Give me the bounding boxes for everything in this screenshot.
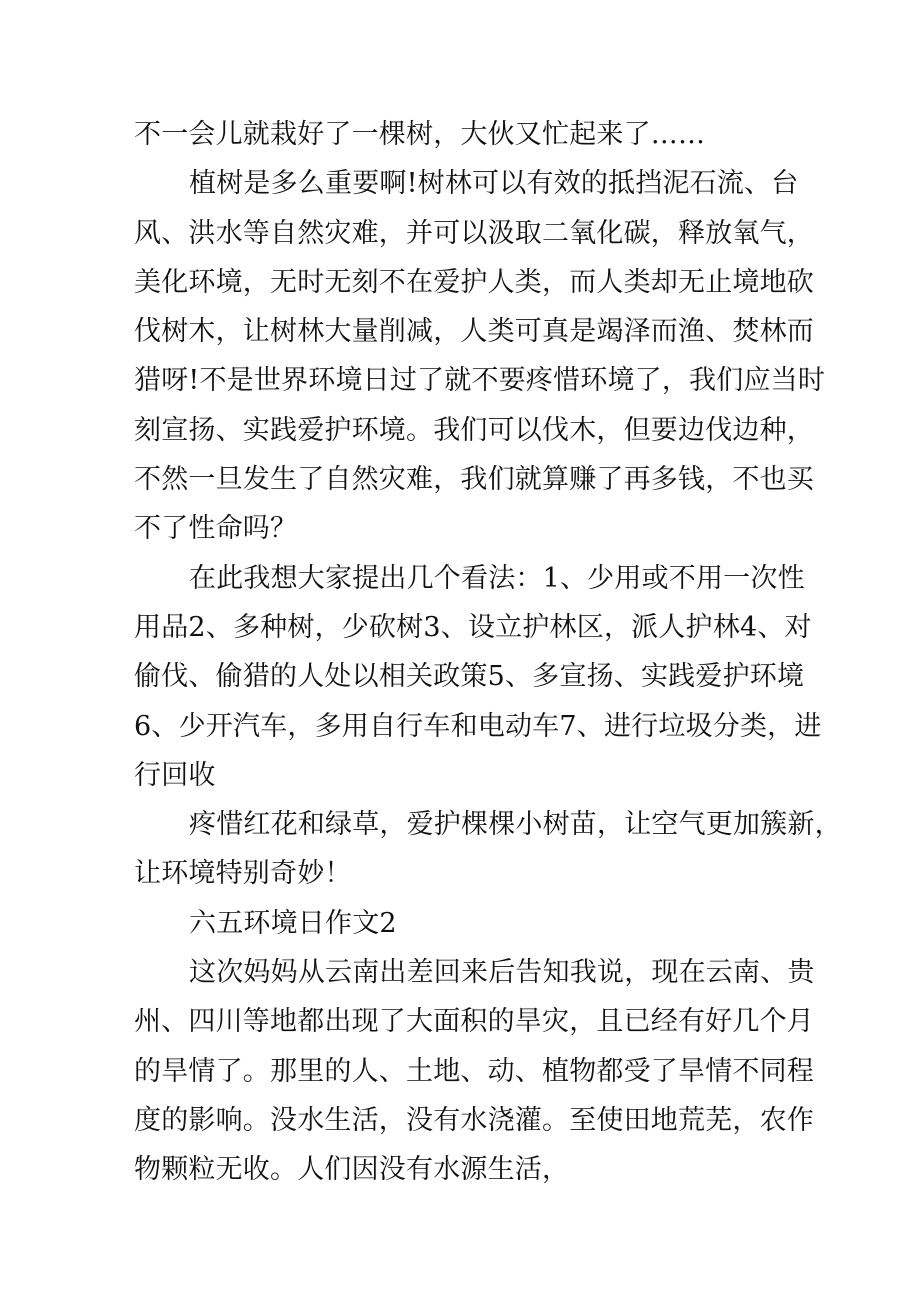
document-body [134, 110, 842, 1195]
text-line: 偷伐、偷猎的人处以相关政策5、多宣扬、实践爱护环境 [134, 661, 805, 693]
text-line: 不一会儿就栽好了一棵树，大伙又忙起来了…… [134, 119, 706, 150]
text-line: 在此我想大家提出几个看法：1、少用或不用一次性 [189, 562, 805, 594]
text-line: 让环境特别奇妙！ [134, 858, 352, 890]
text-line: 疼惜红花和绿草，爱护棵棵小树苗，让空气更加簇新， [189, 809, 842, 841]
text-line: 刻宣扬、实践爱护环境。我们可以伐木，但要边伐边种， [134, 414, 814, 446]
text-line: 6、少开汽车，多用自行车和电动车7、进行垃圾分类，进 [134, 710, 822, 742]
text-line: 植树是多么重要啊!树林可以有效的抵挡泥石流、台 [189, 168, 799, 200]
text-line: 风、洪水等自然灾难，并可以汲取二氧化碳，释放氧气， [134, 217, 814, 249]
text-line: 的旱情了。那里的人、土地、动、植物都受了旱情不同程 [134, 1055, 814, 1087]
text-line: 度的影响。没水生活，没有水浇灌。至使田地荒芜，农作 [134, 1104, 814, 1136]
text-line: 用品2、多种树，少砍树3、设立护林区，派人护林4、对 [134, 611, 812, 643]
text-line: 伐树木，让树林大量削减，人类可真是竭泽而渔、焚林而 [134, 316, 814, 348]
text-line: 猎呀!不是世界环境日过了就不要疼惜环境了，我们应当时 [134, 365, 826, 397]
text-line: 这次妈妈从云南出差回来后告知我说，现在云南、贵 [189, 957, 815, 989]
text-line: 不然一旦发生了自然灾难，我们就算赚了再多钱，不也买 [134, 464, 814, 496]
text-line: 美化环境，无时无刻不在爱护人类，而人类却无止境地砍 [134, 266, 814, 298]
text-line: 不了性命吗？ [134, 513, 298, 545]
text-line: 六五环境日作文2 [189, 907, 397, 939]
text-line: 州、四川等地都出现了大面积的旱灾，且已经有好几个月 [134, 1006, 814, 1038]
text-line: 物颗粒无收。人们因没有水源生活， [134, 1154, 570, 1186]
text-line: 行回收 [134, 759, 216, 791]
